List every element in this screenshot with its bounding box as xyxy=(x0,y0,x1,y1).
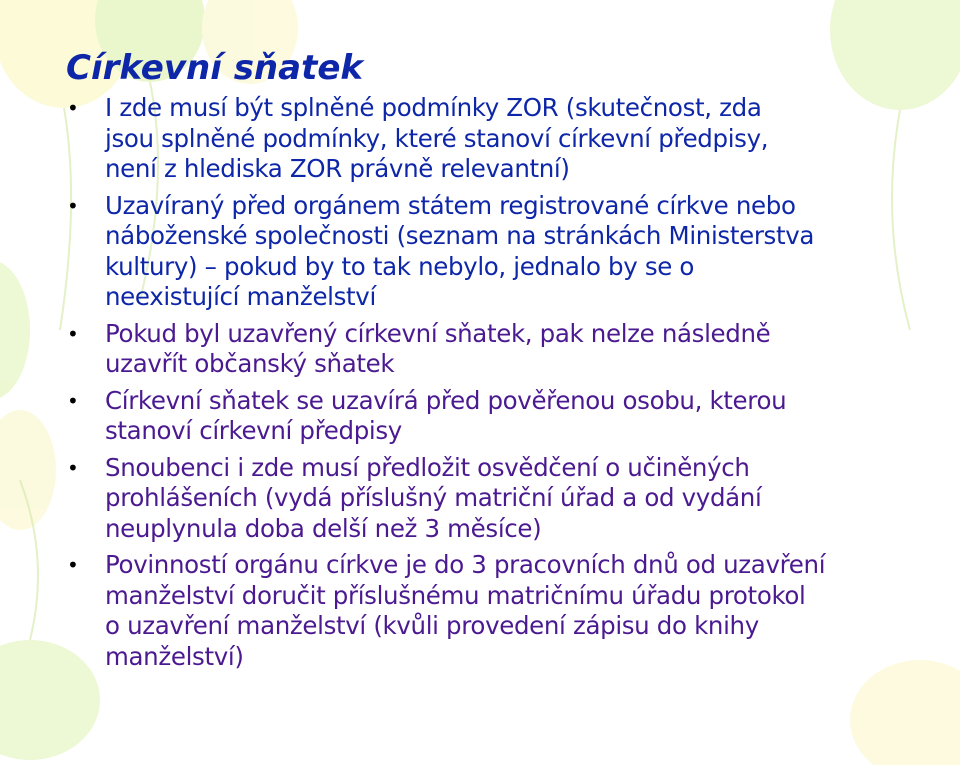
bullet-item-church-duty-protocol xyxy=(66,550,956,672)
bullet-dot-icon: • xyxy=(67,388,79,413)
bullet-line: není z hlediska ZOR právně relevantní) xyxy=(105,154,570,183)
bullet-line: Pokud byl uzavřený církevní sňatek, pak nelze následně xyxy=(105,318,771,348)
bullet-item-authorized-person xyxy=(66,386,956,447)
bullet-line: prohlášeních (vydá příslušný matriční úřad a od vydání xyxy=(105,483,762,512)
bullet-item-certificate xyxy=(66,453,956,545)
bullet-item-no-civil-after-church xyxy=(66,319,956,380)
bullet-line: kultury) – pokud by to tak nebylo, jednalo by se o xyxy=(105,251,695,281)
bullet-line: manželství doručit příslušnému matričnímu úřadu protokol xyxy=(105,580,806,610)
bullet-item-zor-conditions xyxy=(66,93,956,185)
bullet-list xyxy=(66,93,956,678)
bullet-line: neuplynula doba delší než 3 měsíce) xyxy=(105,513,542,543)
bullet-line: I zde musí být splněné podmínky ZOR (skutečnost, zda xyxy=(105,93,762,122)
bullet-line: Uzavíraný před orgánem státem registrované církve nebo xyxy=(105,190,796,220)
bullet-dot-icon: • xyxy=(67,321,79,346)
bullet-dot-icon: • xyxy=(67,455,79,480)
bullet-line: manželství) xyxy=(105,641,244,671)
bullet-dot-icon: • xyxy=(67,553,79,577)
bullet-line: uzavřít občanský sňatek xyxy=(105,349,395,378)
bullet-line: Snoubenci i zde musí předložit osvědčení o učiněných xyxy=(105,452,750,482)
bullet-line: neexistující manželství xyxy=(105,282,376,311)
bullet-line: Povinností orgánu církve je do 3 pracovních dnů od uzavření xyxy=(105,550,826,579)
bullet-item-registered-church xyxy=(66,191,956,313)
bullet-dot-icon: • xyxy=(67,96,79,120)
slide-title: Církevní sňatek xyxy=(66,48,364,88)
bullet-line: náboženské společnosti (seznam na stránkách Ministerstva xyxy=(105,221,815,250)
bullet-dot-icon: • xyxy=(67,193,79,218)
bullet-line: o uzavření manželství (kvůli provedení zápisu do knihy xyxy=(105,611,759,640)
bullet-line: jsou splněné podmínky, které stanoví církevní předpisy, xyxy=(105,123,769,153)
bullet-line: stanoví církevní předpisy xyxy=(105,416,402,445)
bullet-line: Církevní sňatek se uzavírá před pověřenou osobu, kterou xyxy=(105,385,787,415)
